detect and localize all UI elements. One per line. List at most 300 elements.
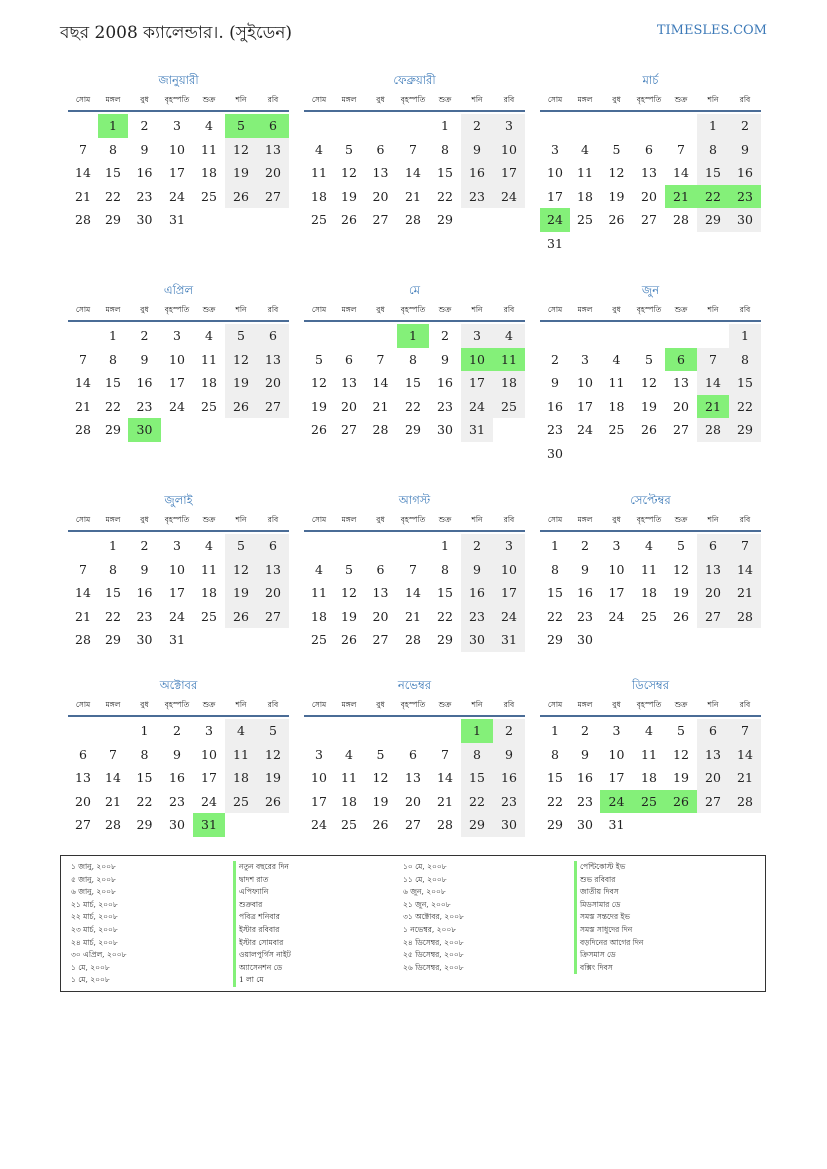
day-cell: 15 <box>105 585 121 600</box>
weekday-label: রবি <box>267 305 279 314</box>
day-cell: 6 <box>79 746 87 762</box>
day-cell: 14 <box>75 165 91 180</box>
day-cell: 12 <box>225 348 257 372</box>
day-cell: 18 <box>201 165 217 180</box>
day-cell: 30 <box>136 632 153 647</box>
day-cell <box>429 719 461 743</box>
day-cell: 7 <box>409 561 417 577</box>
day-cell <box>633 442 665 466</box>
week-row <box>540 324 761 348</box>
day-cell: 20 <box>372 188 389 204</box>
day-cell: 1 <box>109 328 117 343</box>
day-cell: 10 <box>169 351 185 367</box>
day-cell: 20 <box>641 188 657 204</box>
day-cell: 16 <box>461 161 493 185</box>
week-row <box>68 790 289 814</box>
day-cell: 15 <box>547 585 563 600</box>
day-cell: 30 <box>729 208 761 232</box>
month-calendar <box>540 492 761 652</box>
weekday-header <box>68 302 289 322</box>
day-cell: 3 <box>612 723 621 738</box>
day-cell: 27 <box>75 817 91 832</box>
day-cell: 17 <box>577 398 593 414</box>
day-cell: 23 <box>577 793 593 809</box>
holiday-entry: ১ নভেম্বর, ২০০৮ <box>403 924 457 934</box>
day-cell: 14 <box>75 585 91 600</box>
day-cell: 19 <box>673 585 689 600</box>
holiday-entry: ৬ জুন, ২০০৮ <box>403 887 446 897</box>
day-cell: 19 <box>641 398 657 414</box>
day-cell: 25 <box>633 790 665 814</box>
weekday-label: সোম <box>75 95 91 104</box>
day-cell: 19 <box>341 608 357 624</box>
day-cell: 15 <box>547 770 563 785</box>
day-cell: 8 <box>461 743 493 767</box>
weekday-label: শুক্র <box>202 95 216 104</box>
weekday-label: রবি <box>739 305 751 314</box>
day-cell: 26 <box>341 212 357 227</box>
week-row <box>304 558 525 582</box>
day-cell: 8 <box>697 138 729 162</box>
day-cell: 21 <box>372 398 389 414</box>
day-cell: 14 <box>729 743 761 767</box>
day-cell: 31 <box>461 418 493 442</box>
day-cell: 13 <box>341 375 357 390</box>
day-cell: 9 <box>581 746 589 762</box>
holiday-entry: 1 লা মে <box>239 975 264 985</box>
day-cell <box>225 418 257 442</box>
day-cell: 28 <box>729 605 761 629</box>
day-cell: 30 <box>493 813 525 837</box>
day-cell <box>68 534 98 558</box>
day-cell: 18 <box>577 188 593 204</box>
day-cell: 7 <box>376 351 385 367</box>
weekday-label: শুক্র <box>438 95 452 104</box>
weekday-label: সোম <box>311 515 327 524</box>
day-cell: 14 <box>729 558 761 582</box>
day-cell: 7 <box>409 141 417 157</box>
day-cell: 10 <box>169 141 185 157</box>
weekday-label: শনি <box>235 515 247 524</box>
day-cell: 20 <box>257 161 289 185</box>
month-calendar <box>68 72 289 232</box>
day-cell: 6 <box>409 746 417 762</box>
holiday-entry: ১১ মে, ২০০৮ <box>403 874 447 884</box>
day-cell: 15 <box>437 165 453 180</box>
holiday-entry: ২৪ মার্চ, ২০০৮ <box>71 937 118 947</box>
month-calendar <box>304 72 525 232</box>
day-cell: 16 <box>577 770 593 785</box>
day-cell: 20 <box>341 398 357 414</box>
week-row <box>304 628 525 652</box>
day-cell: 24 <box>169 188 185 204</box>
day-cell: 11 <box>225 743 257 767</box>
day-cell <box>68 719 98 743</box>
day-cell: 19 <box>311 398 327 414</box>
month-name: জুলাই <box>164 493 193 507</box>
day-cell: 28 <box>697 418 729 442</box>
day-cell: 14 <box>75 375 91 390</box>
day-cell: 8 <box>441 141 449 157</box>
day-cell <box>364 534 397 558</box>
day-cell <box>729 628 761 652</box>
week-row <box>304 605 525 629</box>
day-cell: 4 <box>493 324 525 348</box>
day-cell: 28 <box>405 632 421 647</box>
day-cell: 9 <box>493 743 525 767</box>
weekday-label: বুধ <box>376 305 385 314</box>
holiday-entry: সমস্ত সন্তদের ইভ <box>580 912 630 922</box>
week-row <box>68 114 289 138</box>
holiday-entry: মিডসামার ডে <box>580 899 621 909</box>
day-cell: 27 <box>405 817 421 832</box>
day-cell: 1 <box>109 538 117 553</box>
day-cell: 11 <box>201 351 217 367</box>
week-row <box>304 790 525 814</box>
day-cell: 2 <box>461 534 493 558</box>
weekday-label: বৃহস্পতি <box>164 700 190 709</box>
day-cell: 20 <box>257 581 289 605</box>
day-cell: 7 <box>79 561 87 577</box>
day-cell <box>633 324 665 348</box>
weekday-label: শুক্র <box>202 700 216 709</box>
month-name: নভেম্বর <box>397 678 432 692</box>
day-cell: 10 <box>493 138 525 162</box>
day-cell: 3 <box>551 141 559 157</box>
day-cell: 31 <box>547 235 563 251</box>
day-cell: 11 <box>577 165 593 180</box>
day-cell: 20 <box>405 793 421 809</box>
day-cell: 17 <box>461 371 493 395</box>
day-cell: 1 <box>441 538 449 553</box>
week-row <box>540 605 761 629</box>
day-cell: 2 <box>461 114 493 138</box>
day-cell: 12 <box>608 165 625 180</box>
day-cell: 13 <box>257 348 289 372</box>
holiday-entry: ৬ জানু, ২০০৮ <box>71 887 116 897</box>
day-cell: 17 <box>493 581 525 605</box>
holiday-entry: ক্রিসমাস ডে <box>580 950 616 960</box>
weekday-header <box>540 92 761 112</box>
day-cell <box>600 232 633 256</box>
day-cell: 18 <box>201 585 217 600</box>
holiday-names-col-1 <box>233 861 291 987</box>
day-cell: 9 <box>140 351 149 367</box>
month-calendar <box>304 282 525 442</box>
weekday-label: বৃহস্পতি <box>636 95 662 104</box>
week-row <box>304 138 525 162</box>
day-cell <box>665 324 697 348</box>
holiday-entry: ৩১ অক্টোবর, ২০০৮ <box>403 912 464 922</box>
weekday-label: বুধ <box>376 95 385 104</box>
day-cell: 29 <box>697 208 729 232</box>
day-cell <box>98 719 128 743</box>
day-cell: 4 <box>645 723 653 738</box>
weekday-label: মঙ্গল <box>105 515 121 524</box>
day-cell: 17 <box>547 188 563 204</box>
month-name: মার্চ <box>642 73 659 87</box>
weekday-label: বুধ <box>140 95 149 104</box>
day-cell: 5 <box>225 324 257 348</box>
day-cell <box>493 208 525 232</box>
day-cell: 28 <box>437 817 453 832</box>
week-row <box>304 185 525 209</box>
holiday-entry: ৩০ এপ্রিল, ২০০৮ <box>71 950 127 960</box>
weekday-label: বৃহস্পতি <box>400 700 426 709</box>
day-cell: 23 <box>729 185 761 209</box>
day-cell: 11 <box>311 165 327 180</box>
week-row <box>540 628 761 652</box>
day-cell: 26 <box>225 605 257 629</box>
day-cell: 6 <box>345 351 353 367</box>
day-cell: 1 <box>551 538 559 553</box>
weekday-label: সোম <box>75 700 91 709</box>
week-row <box>304 348 525 372</box>
day-cell: 30 <box>128 418 161 442</box>
day-cell: 6 <box>376 141 385 157</box>
day-cell: 15 <box>405 375 421 390</box>
day-cell: 28 <box>372 422 389 437</box>
day-cell: 5 <box>677 538 685 553</box>
day-cell: 25 <box>341 817 357 832</box>
day-cell: 4 <box>645 538 653 553</box>
day-cell <box>257 628 289 652</box>
day-cell: 16 <box>493 766 525 790</box>
day-cell: 1 <box>397 324 429 348</box>
day-cell: 5 <box>225 114 257 138</box>
week-row <box>540 418 761 442</box>
day-cell <box>600 114 633 138</box>
week-row <box>304 581 525 605</box>
day-cell: 23 <box>136 188 153 204</box>
holiday-entry: শুক্রবার <box>239 899 263 909</box>
day-cell: 8 <box>729 348 761 372</box>
weekday-label: শুক্র <box>674 515 688 524</box>
day-cell <box>257 813 289 837</box>
day-cell <box>193 628 225 652</box>
week-row <box>304 114 525 138</box>
month-name: ডিসেম্বর <box>631 678 670 692</box>
day-cell <box>161 418 193 442</box>
holiday-entry: জাতীয় দিবস <box>580 887 619 897</box>
day-cell <box>665 114 697 138</box>
day-cell <box>304 719 334 743</box>
day-cell: 27 <box>641 212 657 227</box>
weekday-header <box>304 92 525 112</box>
day-cell: 8 <box>441 561 449 577</box>
day-cell: 26 <box>225 395 257 419</box>
day-cell: 9 <box>729 138 761 162</box>
week-row <box>540 581 761 605</box>
day-cell: 26 <box>225 185 257 209</box>
weekday-label: বৃহস্পতি <box>164 95 190 104</box>
day-cell: 25 <box>311 212 327 227</box>
day-cell: 14 <box>697 371 729 395</box>
weekday-label: বৃহস্পতি <box>636 700 662 709</box>
weekday-label: বুধ <box>140 515 149 524</box>
week-row <box>540 743 761 767</box>
day-cell: 29 <box>547 632 563 647</box>
day-cell: 1 <box>441 118 449 133</box>
day-cell: 24 <box>608 608 625 624</box>
day-cell: 10 <box>493 558 525 582</box>
day-cell: 31 <box>169 632 185 647</box>
day-cell: 25 <box>311 632 327 647</box>
day-cell: 15 <box>461 766 493 790</box>
day-cell <box>697 813 729 837</box>
weekday-label: সোম <box>311 95 327 104</box>
day-cell: 24 <box>493 185 525 209</box>
day-cell <box>193 418 225 442</box>
day-cell <box>729 442 761 466</box>
day-cell: 23 <box>136 608 153 624</box>
holiday-dates-col-1 <box>71 861 126 987</box>
holiday-entry: ২১ মার্চ, ২০০৮ <box>71 899 118 909</box>
day-cell: 13 <box>641 165 657 180</box>
holiday-entry: ২৫ ডিসেম্বর, ২০০৮ <box>403 950 464 960</box>
day-cell: 25 <box>201 398 217 414</box>
day-cell: 29 <box>461 813 493 837</box>
week-row <box>540 719 761 743</box>
day-cell: 25 <box>493 395 525 419</box>
day-cell: 7 <box>79 141 87 157</box>
week-row <box>68 581 289 605</box>
day-cell: 15 <box>105 165 121 180</box>
week-row <box>68 605 289 629</box>
day-cell: 22 <box>461 790 493 814</box>
weekday-label: শনি <box>235 700 247 709</box>
day-cell: 23 <box>577 608 593 624</box>
day-cell: 2 <box>140 538 149 553</box>
day-cell: 15 <box>697 161 729 185</box>
day-cell: 29 <box>405 422 421 437</box>
weekday-label: বুধ <box>612 95 621 104</box>
day-cell: 26 <box>673 608 689 624</box>
day-cell: 3 <box>205 723 213 738</box>
day-cell: 18 <box>225 766 257 790</box>
holiday-entry: দ্বাদশ রাত <box>239 874 269 884</box>
month-calendar <box>304 492 525 652</box>
site-link[interactable]: TIMESLES.COM <box>656 23 767 38</box>
day-cell <box>665 442 697 466</box>
day-cell: 20 <box>372 608 389 624</box>
week-row <box>304 395 525 419</box>
day-cell: 29 <box>105 212 121 227</box>
day-cell: 11 <box>341 770 357 785</box>
day-cell: 14 <box>405 585 421 600</box>
day-cell: 8 <box>551 561 559 577</box>
day-cell: 5 <box>345 561 353 577</box>
weekday-label: শনি <box>471 305 483 314</box>
weekday-label: সোম <box>75 515 91 524</box>
week-row <box>540 348 761 372</box>
day-cell: 26 <box>665 790 697 814</box>
day-cell: 23 <box>547 422 563 437</box>
day-cell: 6 <box>257 534 289 558</box>
day-cell <box>225 208 257 232</box>
day-cell: 1 <box>697 114 729 138</box>
day-cell <box>257 418 289 442</box>
weekday-label: বুধ <box>140 305 149 314</box>
weekday-label: বুধ <box>612 700 621 709</box>
month-calendar <box>540 677 761 837</box>
day-cell: 17 <box>201 770 217 785</box>
day-cell <box>397 114 429 138</box>
day-cell: 26 <box>257 790 289 814</box>
day-cell <box>364 114 397 138</box>
weekday-label: রবি <box>503 700 515 709</box>
day-cell: 5 <box>677 723 685 738</box>
holiday-entry: বড়দিনের আগের দিন <box>580 937 644 947</box>
day-cell <box>697 232 729 256</box>
day-cell: 2 <box>551 351 559 367</box>
weekday-label: বুধ <box>612 305 621 314</box>
day-cell: 23 <box>461 185 493 209</box>
day-cell: 3 <box>493 114 525 138</box>
month-name: মে <box>408 283 421 297</box>
week-row <box>540 813 761 837</box>
day-cell: 1 <box>140 723 149 738</box>
month-name: এপ্রিল <box>163 283 194 297</box>
week-row <box>68 418 289 442</box>
day-cell: 24 <box>169 608 185 624</box>
day-cell: 7 <box>729 719 761 743</box>
weekday-header <box>68 512 289 532</box>
day-cell: 23 <box>136 398 153 414</box>
day-cell: 4 <box>581 141 589 157</box>
week-row <box>540 114 761 138</box>
day-cell: 19 <box>372 793 389 809</box>
day-cell: 12 <box>673 746 689 762</box>
day-cell: 10 <box>169 561 185 577</box>
day-cell: 10 <box>608 561 625 577</box>
holiday-entry: পবিত্র শনিবার <box>239 912 280 922</box>
day-cell: 3 <box>612 538 621 553</box>
weekday-label: রবি <box>503 305 515 314</box>
day-cell: 28 <box>405 212 421 227</box>
day-cell <box>697 628 729 652</box>
day-cell: 2 <box>173 723 181 738</box>
day-cell: 8 <box>140 746 149 762</box>
weekday-label: রবি <box>267 515 279 524</box>
weekday-label: মঙ্গল <box>341 700 357 709</box>
day-cell: 4 <box>205 328 213 343</box>
day-cell: 12 <box>341 165 357 180</box>
day-cell: 22 <box>437 188 453 204</box>
holiday-entry: শুভ রবিবার <box>580 874 616 884</box>
weekday-label: শুক্র <box>674 305 688 314</box>
day-cell: 24 <box>201 793 217 809</box>
day-cell: 18 <box>641 585 657 600</box>
weekday-label: বৃহস্পতি <box>164 515 190 524</box>
day-cell: 12 <box>341 585 357 600</box>
holiday-entry: ২২ মার্চ, ২০০৮ <box>71 912 118 922</box>
day-cell: 19 <box>608 188 625 204</box>
day-cell: 14 <box>105 770 121 785</box>
day-cell: 15 <box>136 770 153 785</box>
weekday-label: শুক্র <box>438 700 452 709</box>
day-cell: 13 <box>673 375 689 390</box>
weekday-header <box>68 92 289 112</box>
weekday-label: বৃহস্পতি <box>636 515 662 524</box>
holiday-entry: এপিফ্যানি <box>239 887 269 897</box>
day-cell: 28 <box>75 422 91 437</box>
week-row <box>304 719 525 743</box>
holiday-entry: পেন্টিকোস্ট ইভ <box>580 862 626 871</box>
day-cell: 14 <box>437 770 453 785</box>
day-cell: 27 <box>257 605 289 629</box>
week-row <box>68 348 289 372</box>
